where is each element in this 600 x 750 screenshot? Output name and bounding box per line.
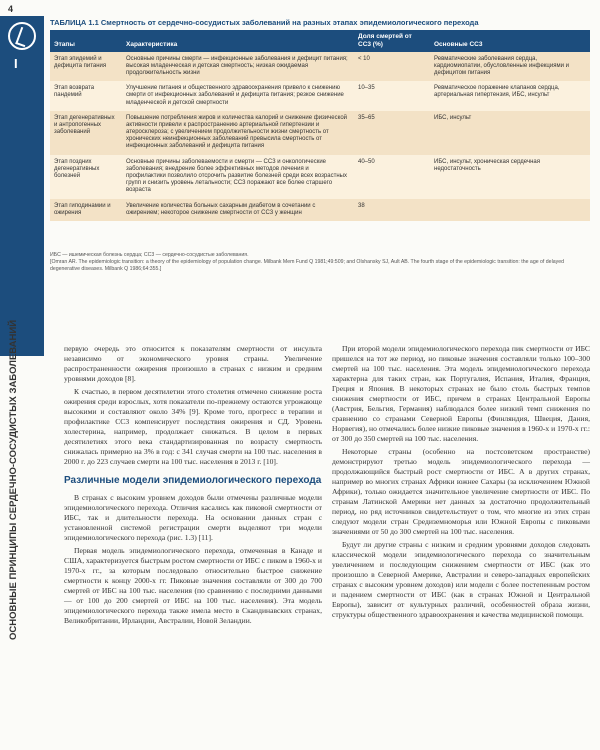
- table-container: [50, 30, 590, 221]
- cell-diseases: Ревматическое поражение клапанов сердца, артериальная гипертензия, ИБС, инсульт: [430, 81, 590, 111]
- chapter-sidebar: [0, 16, 44, 356]
- cell-stage: Этап эпидемий и дефицита питания: [50, 52, 122, 82]
- left-text-column: [64, 344, 322, 629]
- cell-share: 40–50: [354, 155, 430, 199]
- table-row: [50, 111, 590, 155]
- body-paragraph: Первая модель эпидемиологического перехода, отмеченная в Канаде и США, характеризуется быстрым ростом смертности от ИБС с пиком в 1960-х и 1970-х гг., за которым последовало относительно быстрое снижение смертности к концу 2000-х гг. Пиковые значения составляли от 300 до 700 смертей от ИБС на 100 тыс. населения (по сравнению с последними данными — от 100 до 200 смертей от ИБС на 100 тыс. населения). Эта модель эпидемиологического перехода также имела место в Скандинавских странах, Великобритании, Ирландии, Австралии, Новой Зеландии.: [64, 546, 322, 626]
- body-paragraph: В странах с высоким уровнем доходов были отмечены различные модели эпидемиологического перехода. Отличия касались как пиковой смертности от ИБС, так и длительности перехода. На основании данных стран с установленной системой регистрации смерти выделяют три модели эпидемиологического перехода (рис. 1.3) [11].: [64, 493, 322, 543]
- cell-diseases: ИБС, инсульт: [430, 111, 590, 155]
- cell-share: < 10: [354, 52, 430, 82]
- table-footnote-source: [Omran AR. The epidemiologic transition: a theory of the epidemiology of population change. Milbank Mem Fund Q 1981;49:509; and Olshansky SJ, Ault AB. The fourth stage of the epidemiologic transition: the age of delayed degenerative diseases. Milbank Q 1986;64:355.]: [50, 259, 564, 273]
- chapter-number: I: [14, 56, 18, 71]
- cell-description: Основные причины заболеваемости и смерти — СС3 и онкологические заболевания; внедрение более эффективных методов лечения и профилактики позволило отсрочить развитие болезней среди всех возрастных групп и снизить уровень летальности; СС3 поражают все более старшего возраста: [122, 155, 354, 199]
- header-stage: Этапы: [50, 30, 122, 52]
- table-footnote-abbreviations: ИБС — ишемическая болезнь сердца; СС3 — сердечно-сосудистые заболевания.: [50, 252, 249, 258]
- body-paragraph: Некоторые страны (особенно на постсоветском пространстве) демонстрируют третью модель эпидемиологического перехода — продолжающийся быстрый рост смертности от ИБС. А в других странах, например во многих странах Африки южнее Сахары (за исключением Южной Африки), только ожидается значительное увеличение смертности от ИБС. По странам Латинской Америки нет данных за достаточно продолжительный период, но ряд источников свидетельствует о том, что многие из этих стран следуют модели стран Средиземноморья или Южной Европы с пиковыми значениями от 50 до 300 смертей на 100 тыс. населения.: [332, 447, 590, 537]
- body-paragraph: При второй модели эпидемиологического перехода пик смертности от ИБС пришелся на тот же период, но пиковые значения составляли только 100–300 смертей на 100 тыс. населения. Эта модель эпидемиологического перехода характерна для таких стран, как Португалия, Испания, Италия, Франция, Греция и Япония. В некоторых странах не было столь быстрых темпов снижения смертности от ИБС, причем в странах Центральной Европы (Австрия, Бельгия, Германия) наблюдался более низкий темп снижения по сравнению со странами Северной Европы (Финляндия, Швеция, Дания, Норвегия), но отмечались более низкие пиковые значения в 1960-х и 1970-х гг.: от 300 до 350 смертей на 100 тыс. населения.: [332, 344, 590, 444]
- cell-description: Основные причины смерти — инфекционные заболевания и дефицит питания; высокая младенческая и детская смертность; низкая ожидаемая продолжительность жизни: [122, 52, 354, 82]
- cell-share: 35–65: [354, 111, 430, 155]
- cell-description: Увеличение количества больных сахарным диабетом в сочетании с ожирением; некоторое снижение смертности от СС3 у женщин: [122, 199, 354, 221]
- page-number: 4: [8, 4, 14, 14]
- table-row: [50, 81, 590, 111]
- table-title: ТАБЛИЦА 1.1 Смертность от сердечно-сосудистых заболеваний на разных этапах эпидемиологического перехода: [50, 18, 479, 27]
- table-row: [50, 52, 590, 82]
- body-paragraph: первую очередь это относится к показателям смертности от инсульта независимо от экономического уровня страны. Увеличение распространенности ожирения произошло в странах с низким и средним уровнями доходов [8].: [64, 344, 322, 384]
- header-diseases: Основные СС3: [430, 30, 590, 52]
- cell-diseases: ИБС, инсульт, хроническая сердечная недостаточность: [430, 155, 590, 199]
- cell-stage: Этап гиподинамии и ожирения: [50, 199, 122, 221]
- vertical-chapter-title: ОСНОВНЫЕ ПРИНЦИПЫ СЕРДЕЧНО-СОСУДИСТЫХ ЗАБОЛЕВАНИЙ: [8, 319, 19, 640]
- right-text-column: [332, 344, 590, 623]
- table-header-row: [50, 30, 590, 52]
- cell-description: Улучшение питания и общественного здравоохранения привело к снижению смерти от инфекционных заболеваний и дефицита питания; резкое снижение младенческой и детской смертности: [122, 81, 354, 111]
- cell-description: Повышение потребления жиров и количества калорий и снижение физической активности привели к распространению артериальной гипертензии и атеросклероза; с увеличением продолжительности жизни смертность от хронических неинфекционных заболеваний превысила смертность от инфекционных заболеваний и дефицита питания: [122, 111, 354, 155]
- heart-logo-icon: [8, 22, 36, 50]
- header-share: Доля смертей от СС3 (%): [354, 30, 430, 52]
- section-heading: Различные модели эпидемиологического перехода: [64, 475, 322, 487]
- cell-share: 38: [354, 199, 430, 221]
- cell-stage: Этап поздних дегенеративных болезней: [50, 155, 122, 199]
- cell-stage: Этап дегенеративных и антропогенных заболеваний: [50, 111, 122, 155]
- table-footnotes: [50, 252, 590, 273]
- cell-stage: Этап возврата пандемий: [50, 81, 122, 111]
- body-paragraph: К счастью, в первом десятилетии этого столетия отмечено снижение роста ожирения среди взрослых, хотя показатели по-прежнему остаются угрожающе высокими и составляют около 34% [9]. Кроме того, прогресс в терапии и профилактике СС3 компенсирует последствия ожирения и СД. Уровень холестерина, например, продолжает снижаться. В целом в первых десятилетиях этого века стандартизированная по возрасту смертность снижалась примерно на 3% в год: с 341 случая смерти на 100 тыс. населения в 2000 г. до 223 случаев смерти на 100 тыс. населения в 2013 г. [10].: [64, 387, 322, 467]
- cell-diseases: [430, 199, 590, 221]
- body-paragraph: Будут ли другие страны с низким и средним уровнями доходов следовать классической модели эпидемиологического перехода со значительным увеличением и последующим снижением смертности от ИБС (как это произошло в Северной Америке, Австралии и северо-западных европейских странах с высоким уровнем доходов) или модели с более постепенным ростом и падением смертности от ИБС (как в странах Южной и Центральной Европы), зависит от культурных различий, особенностей образа жизни, структуры общественного здравоохранения и качества медицинской помощи.: [332, 540, 590, 620]
- table-row: [50, 155, 590, 199]
- table-row: [50, 199, 590, 221]
- header-description: Характеристика: [122, 30, 354, 52]
- cell-diseases: Ревматические заболевания сердца, кардиомиопатии, обусловленные инфекциями и дефицитом питания: [430, 52, 590, 82]
- cell-share: 10–35: [354, 81, 430, 111]
- data-table: [50, 30, 590, 221]
